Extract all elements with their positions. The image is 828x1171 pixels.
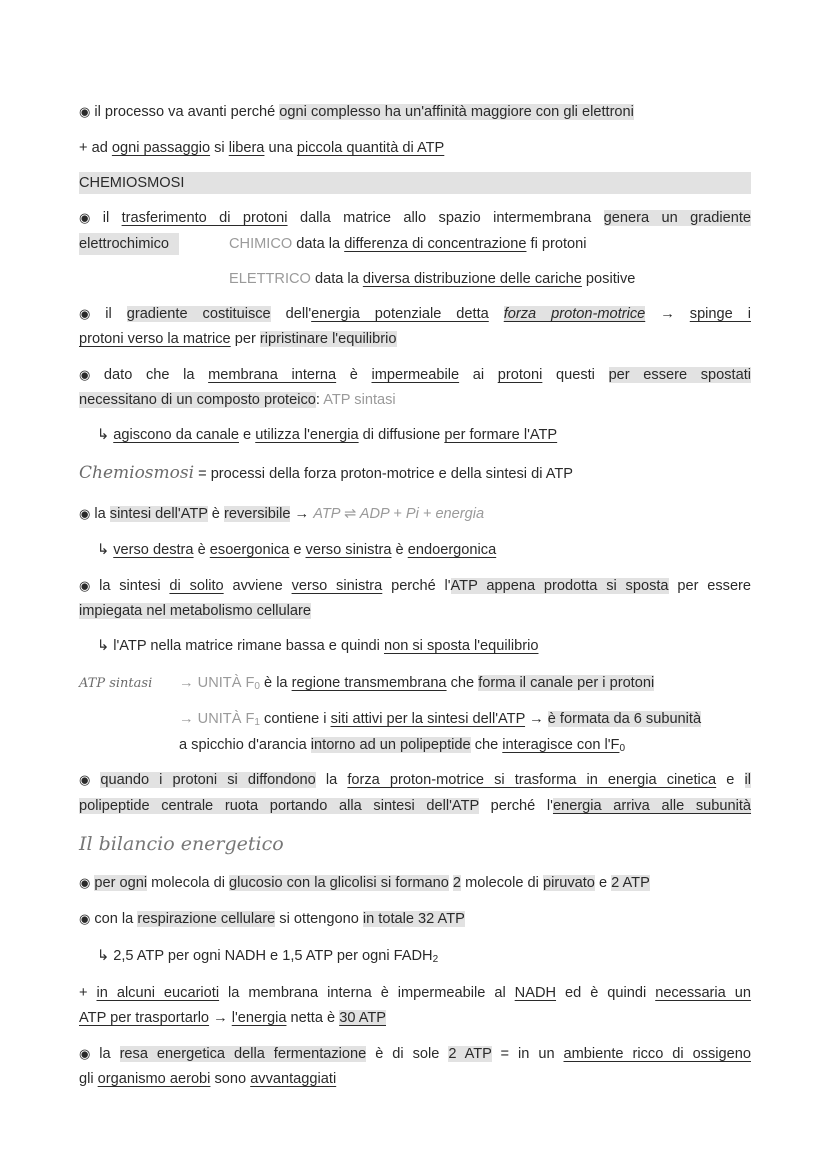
highlight-underlined: 30 ATP xyxy=(339,1010,386,1026)
underlined: protoni xyxy=(497,367,543,383)
underlined: siti attivi per la sintesi dell'ATP xyxy=(330,711,526,727)
note-line-22 xyxy=(79,795,751,817)
text: questi xyxy=(542,367,609,383)
label-chimico: CHIMICO xyxy=(229,236,293,252)
note-line-27 xyxy=(79,982,751,1004)
underlined: interagisce con l'F xyxy=(502,737,620,753)
underlined: l'energia xyxy=(231,1010,287,1026)
label-elettrico: ELETTRICO xyxy=(229,271,311,287)
highlight: 2 xyxy=(452,875,462,891)
highlight: necessitano di un composto proteico xyxy=(79,392,316,408)
text: = in un xyxy=(491,1046,564,1062)
highlight: il xyxy=(744,772,751,788)
note-line-9 xyxy=(79,364,751,386)
note-line-5 xyxy=(79,233,751,255)
text: molecola di xyxy=(147,875,230,891)
note-line-8 xyxy=(79,328,751,350)
highlight: genera un gradiente xyxy=(603,210,752,226)
text: si xyxy=(210,140,229,156)
underlined: in alcuni eucarioti xyxy=(96,985,220,1001)
unit-label: → UNITÀ F xyxy=(179,675,255,691)
plus-icon: + xyxy=(79,140,88,156)
text: fi protoni xyxy=(526,236,587,252)
highlight: quando i protoni si diffondono xyxy=(100,772,316,788)
highlight: 2 ATP xyxy=(448,1046,492,1062)
note-line-14 xyxy=(97,539,769,561)
text: → xyxy=(209,1010,232,1026)
highlight: resa energetica della fermentazione xyxy=(119,1046,367,1062)
highlight: elettrochimico xyxy=(79,233,179,255)
text: la membrana interna è impermeabile al xyxy=(219,985,515,1001)
highlight: reversibile xyxy=(223,506,291,522)
underlined: di solito xyxy=(169,578,224,594)
underlined: ogni passaggio xyxy=(111,140,211,156)
text: dato che la xyxy=(103,367,209,383)
note-line-24 xyxy=(79,872,751,894)
highlight: per essere spostati xyxy=(608,367,752,383)
note-line-4 xyxy=(79,207,751,229)
underlined: piccola quantità di ATP xyxy=(296,140,445,156)
note-line-18 xyxy=(79,672,751,698)
bullet-icon: ◉ xyxy=(79,1046,96,1061)
sub-arrow-icon: ↳ xyxy=(97,638,110,654)
text: gli xyxy=(79,1071,98,1087)
highlight: ripristinare l'equilibrio xyxy=(259,331,397,347)
text: è xyxy=(336,367,372,383)
text: l'ATP nella matrice rimane bassa e quindi xyxy=(113,638,384,654)
bullet-icon: ◉ xyxy=(79,772,97,787)
bullet-icon: ◉ xyxy=(79,578,96,593)
text: avviene xyxy=(223,578,292,594)
text: la xyxy=(94,506,110,522)
highlight: gradiente costituisce xyxy=(126,306,271,322)
underlined: agiscono da canale xyxy=(113,427,239,443)
subscript: 1 xyxy=(254,717,260,728)
text: è la xyxy=(259,675,292,691)
text: è xyxy=(391,542,408,558)
text: → xyxy=(645,306,690,322)
note-line-25 xyxy=(79,908,751,930)
text: contiene i xyxy=(259,711,331,727)
text: si ottengono xyxy=(275,911,363,927)
underlined: utilizza l'energia xyxy=(255,427,359,443)
equation: ATP ⇌ ADP + Pi + energia xyxy=(313,506,485,522)
bullet-icon: ◉ xyxy=(79,104,91,119)
text: = processi della forza proton-motrice e della sintesi di ATP xyxy=(194,466,574,482)
note-line-13 xyxy=(79,503,751,525)
sub-arrow-icon: ↳ xyxy=(97,427,110,443)
highlight-underlined: energia arriva alle subunità xyxy=(552,798,752,814)
highlight: forma il canale per i protoni xyxy=(478,675,655,691)
note-line-7 xyxy=(79,303,751,325)
note-line-28 xyxy=(79,1007,751,1029)
underlined: endoergonica xyxy=(407,542,497,558)
text: molecole di xyxy=(461,875,543,891)
underlined: impermeabile xyxy=(371,367,460,383)
note-line-15 xyxy=(79,575,751,597)
underlined: avvantaggiati xyxy=(250,1071,337,1087)
text xyxy=(489,306,504,322)
note-line-21 xyxy=(79,769,751,791)
underlined: trasferimento di protoni xyxy=(121,210,288,226)
text: e xyxy=(594,875,612,891)
note-line-30 xyxy=(79,1068,751,1090)
note-line-6 xyxy=(229,268,749,290)
script-label: ATP sintasi xyxy=(79,676,153,691)
text: la sintesi xyxy=(99,578,170,594)
bullet-icon: ◉ xyxy=(79,306,102,321)
highlight: respirazione cellulare xyxy=(137,911,276,927)
text: sono xyxy=(210,1071,251,1087)
highlight: intorno ad un polipeptide xyxy=(310,737,471,753)
text: → xyxy=(525,711,548,727)
text: per essere xyxy=(668,578,752,594)
note-line-26 xyxy=(97,945,769,971)
underlined: NADH xyxy=(514,985,557,1001)
text: data la xyxy=(310,271,363,287)
text: ed è quindi xyxy=(556,985,656,1001)
script-title: Il bilancio energetico xyxy=(79,833,284,855)
note-line-17 xyxy=(97,635,769,657)
sub-arrow-icon: ↳ xyxy=(97,542,110,558)
text: il processo va avanti perché xyxy=(94,104,280,120)
text: che xyxy=(470,737,503,753)
highlight: piruvato xyxy=(542,875,595,891)
note-line-10 xyxy=(79,389,751,411)
highlight: impiegata nel metabolismo cellulare xyxy=(79,603,311,619)
highlight: sintesi dell'ATP xyxy=(109,506,208,522)
text: con la xyxy=(94,911,138,927)
highlight: ATP appena prodotta si sposta xyxy=(450,578,669,594)
highlight: 2 ATP xyxy=(611,875,650,891)
highlight: polipeptide centrale ruota portando alla sintesi dell'ATP xyxy=(79,798,479,814)
underlined: protoni verso la matrice xyxy=(79,331,231,347)
bullet-icon: ◉ xyxy=(79,506,91,521)
text: la xyxy=(315,772,348,788)
underlined: spinge i xyxy=(689,306,751,322)
highlight: è formata da 6 subunità xyxy=(547,711,702,727)
text: : xyxy=(315,392,320,408)
underlined: ambiente ricco di ossigeno xyxy=(563,1046,751,1062)
underlined: forza proton-motrice si trasforma in energia cinetica xyxy=(347,772,717,788)
underlined: ATP per trasportarlo xyxy=(79,1010,210,1026)
text: e xyxy=(716,772,745,788)
text: è di sole xyxy=(366,1046,449,1062)
text: il xyxy=(105,306,127,322)
underlined: membrana interna xyxy=(208,367,337,383)
underlined: differenza di concentrazione xyxy=(344,236,527,252)
unit-label: → UNITÀ F xyxy=(179,711,255,727)
text: positive xyxy=(581,271,636,287)
text: che xyxy=(446,675,479,691)
note-line-20 xyxy=(179,734,751,760)
text: data la xyxy=(292,236,345,252)
underlined: verso destra xyxy=(113,542,194,558)
text: è xyxy=(193,542,210,558)
subscript: 0 xyxy=(619,743,625,754)
underlined: verso sinistra xyxy=(305,542,392,558)
text: a spicchio d'arancia xyxy=(179,737,311,753)
section-heading-chemiosmosi: CHEMIOSMOSI xyxy=(79,172,751,194)
note-line-29 xyxy=(79,1043,751,1065)
text: dalla matrice allo spazio intermembrana xyxy=(287,210,604,226)
note-line-19 xyxy=(179,708,751,734)
highlight-italic: forza proton-motrice xyxy=(503,306,646,322)
text: per xyxy=(230,331,260,347)
text: una xyxy=(264,140,297,156)
underlined: verso sinistra xyxy=(291,578,383,594)
underlined: non si sposta l'equilibrio xyxy=(383,638,539,654)
highlight: ogni complesso ha un'affinità maggiore con gli elettroni xyxy=(279,104,634,120)
note-line-2 xyxy=(79,137,751,159)
underlined: regione transmembrana xyxy=(291,675,447,691)
plus-icon: + xyxy=(79,985,88,1001)
text: perché l' xyxy=(382,578,451,594)
highlight: per ogni xyxy=(94,875,148,891)
bullet-icon: ◉ xyxy=(79,367,100,382)
note-line-1 xyxy=(79,101,751,123)
text: ad xyxy=(91,140,112,156)
section-title-bilancio xyxy=(79,830,751,860)
bullet-icon: ◉ xyxy=(79,210,99,225)
note-line-11 xyxy=(97,424,769,446)
highlight: glucosio con la glicolisi si formano xyxy=(229,875,449,891)
text: 2,5 ATP per ogni NADH e 1,5 ATP per ogni FADH xyxy=(113,948,433,964)
underlined: diversa distribuzione delle cariche xyxy=(362,271,582,287)
highlight: in totale 32 ATP xyxy=(362,911,465,927)
script-term: Chemiosmosi xyxy=(79,463,195,483)
subscript: 2 xyxy=(432,954,439,965)
text: dell' xyxy=(270,306,312,322)
underlined: organismo aerobi xyxy=(97,1071,211,1087)
text: è xyxy=(207,506,224,522)
text: perché l' xyxy=(478,798,553,814)
text: il xyxy=(102,210,122,226)
text: la xyxy=(99,1046,120,1062)
note-line-12 xyxy=(79,462,751,485)
sub-arrow-icon: ↳ xyxy=(97,948,110,964)
underlined: necessaria un xyxy=(655,985,751,1001)
bullet-icon: ◉ xyxy=(79,875,91,890)
label-atp-sintasi: ATP sintasi xyxy=(319,392,396,408)
underlined: per formare l'ATP xyxy=(444,427,558,443)
text: → xyxy=(290,506,314,522)
underlined: energia potenziale detta xyxy=(311,306,489,322)
subscript: 0 xyxy=(254,681,260,692)
text: netta è xyxy=(286,1010,340,1026)
note-line-16 xyxy=(79,600,751,622)
text: e xyxy=(239,427,256,443)
bullet-icon: ◉ xyxy=(79,911,91,926)
text: di diffusione xyxy=(358,427,445,443)
underlined: esoergonica xyxy=(209,542,290,558)
text: e xyxy=(289,542,306,558)
text: ai xyxy=(459,367,498,383)
underlined: libera xyxy=(228,140,265,156)
